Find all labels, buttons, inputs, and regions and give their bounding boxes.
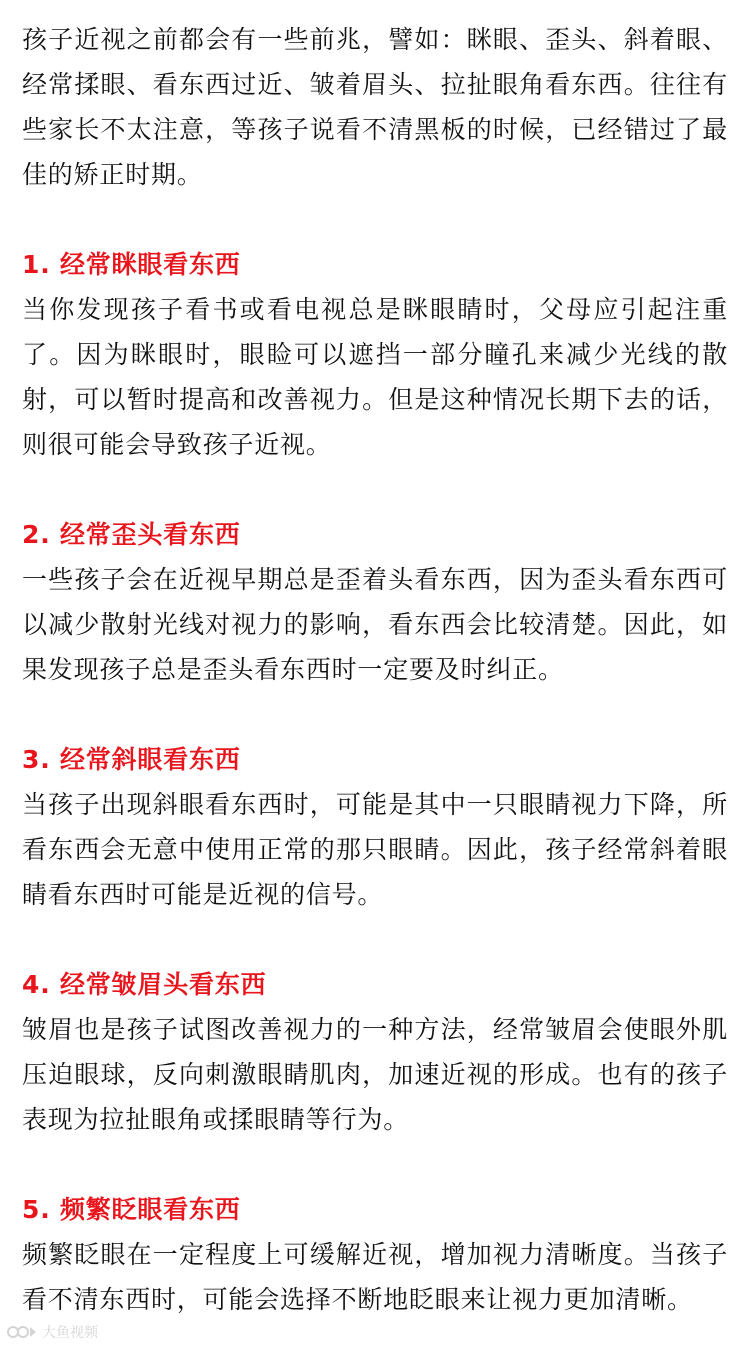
section-5 (22, 1187, 728, 1322)
section-2 (22, 512, 728, 692)
watermark (6, 1319, 98, 1345)
article (22, 17, 728, 1367)
section-heading: 4. 经常皱眉头看东西 (22, 970, 267, 999)
section-body: 频繁眨眼在一定程度上可缓解近视，增加视力清晰度。当孩子看不清东西时，可能会选择不断地眨眼来让视力更加清晰。 (22, 1240, 728, 1314)
section-heading: 1. 经常眯眼看东西 (22, 250, 241, 279)
brand-logo-icon (6, 1323, 38, 1341)
section-body: 一些孩子会在近视早期总是歪着头看东西，因为歪头看东西可以减少散射光线对视力的影响，看东西会比较清楚。因此，如果发现孩子总是歪头看东西时一定要及时纠正。 (22, 565, 728, 684)
section-body: 当你发现孩子看书或看电视总是眯眼睛时，父母应引起注重了。因为眯眼时，眼睑可以遮挡一部分瞳孔来减少光线的散射，可以暂时提高和改善视力。但是这种情况长期下去的话，则很可能会导致孩子近视。 (22, 295, 728, 459)
section-3 (22, 737, 728, 917)
section-4 (22, 962, 728, 1142)
section-1 (22, 242, 728, 467)
section-heading: 3. 经常斜眼看东西 (22, 745, 241, 774)
watermark-text: 大鱼视频 (42, 1325, 98, 1341)
section-body: 当孩子出现斜眼看东西时，可能是其中一只眼睛视力下降，所看东西会无意中使用正常的那只眼睛。因此，孩子经常斜着眼睛看东西时可能是近视的信号。 (22, 790, 728, 909)
section-heading: 2. 经常歪头看东西 (22, 520, 241, 549)
section-body: 皱眉也是孩子试图改善视力的一种方法，经常皱眉会使眼外肌压迫眼球，反向刺激眼睛肌肉，加速近视的形成。也有的孩子表现为拉扯眼角或揉眼睛等行为。 (22, 1015, 728, 1134)
section-heading: 5. 频繁眨眼看东西 (22, 1195, 241, 1224)
intro-paragraph: 孩子近视之前都会有一些前兆，譬如：眯眼、歪头、斜着眼、经常揉眼、看东西过近、皱着眉头、拉扯眼角看东西。往往有些家长不太注意，等孩子说看不清黑板的时候，已经错过了最佳的矫正时期。 (22, 25, 728, 189)
